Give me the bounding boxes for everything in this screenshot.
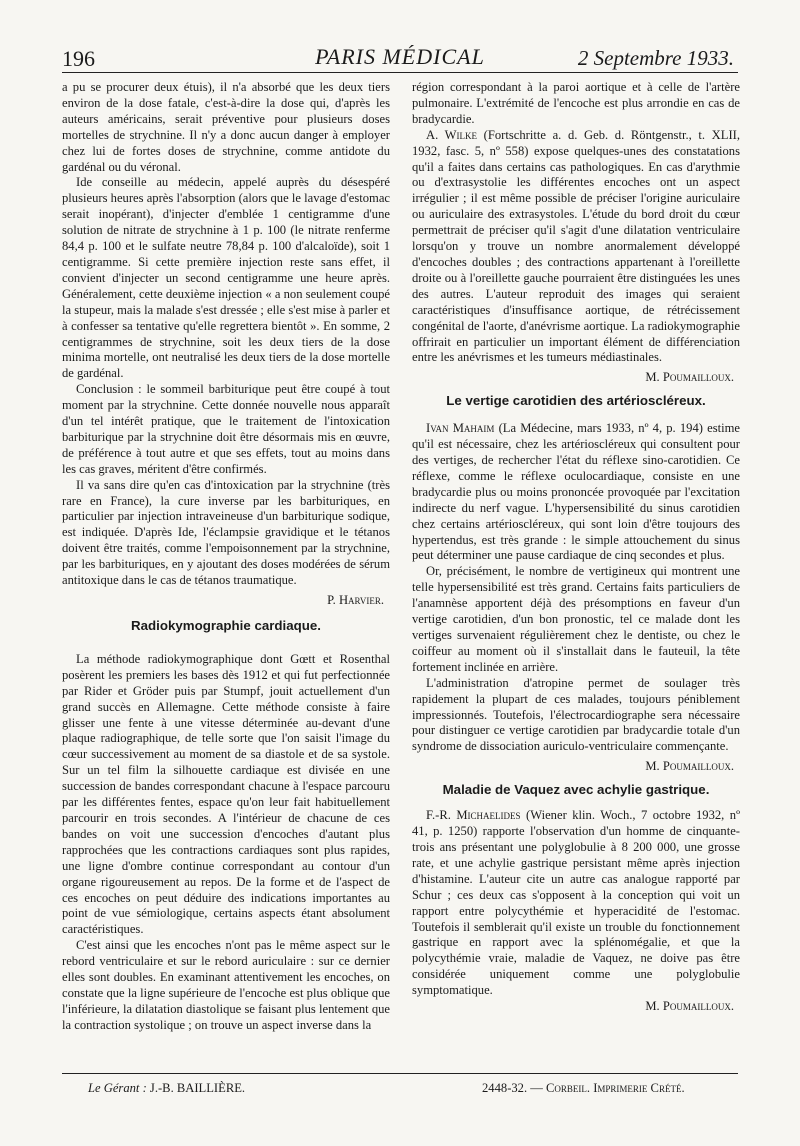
paragraph: Ide conseille au médecin, appelé auprès du désespéré plusieurs heures après l'absorption (alors que le lavage d'estomac serait inopérant), d'injecter d'emblée 1 centigramme d'une solution de nitrate de strychnine à 1 p. 100 (le nitrate renferme 84,4 p. 100 et le sulfate neutre 78,84 p. 100 d'alcaloïde), soit 1 centigramme. Si cette première injection reste sans effet, il convient d'injecter un second centigramme une heure après. Généralement, cette deuxième injection « a non seulement coupé la stupeur, mais la malade s'est dressée ; elle s'est mise à parler et à confesser sa tentative qu'elle regrettera bientôt ». En somme, 2 centigrammes de strychnine, soit les deux tiers de la dose minima mortelle, ont neutralisé les deux tiers de la dose mortelle de gardénal. [62,175,390,381]
paragraph: Or, précisément, le nombre de vertigineux qui montrent une telle hypersensibilité est très grand. Certains faits particuliers de l'anamnèse apportent déjà des présomptions en faveur d'un vertige carotidien, d'un bon pronostic, tel ce malade dont les vertiges survenaient régulièrement chez le dentiste, ou chez le coiffeur au moment où il s'installait dans le fauteuil, la tête fortement inclinée en arrière. [412,564,740,674]
paragraph: La méthode radiokymographique dont Gœtt et Rosenthal posèrent les premiers les bases dès 1912 et qui fut perfectionnée par Rider et Gröder puis par Stumpf, jouit actuellement d'un grand succès en Allemagne. Cette méthode consiste à faire glisser une fente à une vitesse déterminée au-devant d'une plaque radiographique, de telle sorte que l'on saisit l'image du cœur successivement au moment de sa diastole et de sa systole. Sur un tel film la silhouette cardiaque est divisée en une succession de bandes correspondant chacune à l'espace parcouru par les différentes fentes, espace qu'on leur fait habituellement parcourir en trois secondes. A l'intérieur de chacune de ces bandes on voit une succession d'encoches d'autant plus rapprochées que les contractions cardiaques sont plus rapides, une ligne d'ombre continue correspondant au contour d'un organe rigoureusement au repos. De la forme et de l'aspect de ces encoches on peut déduire des indications importantes au point de vue sémiologique, certains aspects étant absolument caractéristiques. [62,651,390,937]
author-name: A. Wilke [426,127,478,142]
signature: M. Poumailloux. [645,370,734,385]
footer-gerant-label: Le Gérant : [88,1081,147,1095]
paragraph [412,128,740,367]
footer-printer: 2448-32. — Corbeil. Imprimerie Crété. [482,1081,685,1095]
left-column [62,80,390,1034]
header-rule [62,72,738,73]
section-heading-vaquez: Maladie de Vaquez avec achylie gastrique. [442,782,710,798]
paragraph: a pu se procurer deux étuis), il n'a absorbé que les deux tiers environ de la dose fatale, c'est-à-dire la dose qui, d'après les auteurs américains, serait préventive pour plusieurs doses mortelles de strychnine. Il n'y a donc aucun danger à employer chez lui de fortes doses de strychnine, comme antidote du gardénal ou du véronal. [62,80,390,174]
footer-gerant [88,1081,245,1096]
right-column [412,80,740,1021]
author-name: Ivan Mahaim [426,421,495,436]
paragraph: Il va sans dire qu'en cas d'intoxication par la strychnine (très rare en France), la cure inverse par les barbituriques, en particulier par injection intraveineuse d'un barbiturique sodique, est indiquée. D'après Ide, l'éclampsie gravidique et le tétanos doivent être traités, comme l'empoisonnement par la strychnine, par les barbituriques, en y ajoutant des doses modérées de sérum antitoxique dans le cas de tétanos traumatique. [62,477,390,588]
paragraph-text: (Wiener klin. Woch., 7 octobre 1932, nº 41, p. 1250) rapporte l'observation d'un homme de cinquante-trois ans présentant une polyglobulie à 8 200 000, une grosse rate, et une achylie gastrique persistant même après injection d'histamine. L'auteur cite un autre cas analogue rapporté par Schur ; ces deux cas s'opposent à la conception qui voit un rapport entre polycythémie et hyperacidité de l'estomac. Toutefois il semblerait qu'il existe un trouble du fonctionnement gastrique en rapport avec la splénomégalie, et que la polycythémie vraie, maladie de Vaquez, ne doive pas être considérée uniquement comme une polyglobulie symptomatique. [412,808,740,998]
paragraph: région correspondant à la paroi aortique et à celle de l'artère pulmonaire. L'extrémité de l'encoche est plus arrondie en cas de bradycardie. [412,80,740,126]
journal-title: PARIS MÉDICAL [315,44,485,69]
paragraph-text: (La Médecine, mars 1933, nº 4, p. 194) estime qu'il est nécessaire, chez les artérioscléreux qui consultent pour des vertiges, de rechercher l'état du réflexe sino-carotidien. Ce réflexe, comme le réflexe oculocardiaque, consiste en une bradycardie plus ou moins prononcée provoquée par l'excitation indirecte du nerf vague. L'hypersensibilité du sinus carotidien chez certains artérioscléreux, qui sont loin d'être toujours des hypertendus, est très grande : le simple attouchement du sinus peut déterminer une pause cardiaque de cinq secondes et plus. [412,421,740,563]
signature: M. Poumailloux. [645,999,734,1014]
page-number: 196 [62,46,95,71]
paragraph [412,808,740,999]
footer-gerant-name: J.-B. BAILLIÈRE. [149,1081,246,1095]
signature: P. Harvier. [327,593,384,607]
paragraph: L'administration d'atropine permet de soulager très rapidement la plupart de ces malades, toujours péniblement impressionnés. Toutefois, l'électrocardiographe sera nécessaire pour distinguer ce vertige carotidien par bradycardie totale d'un syndrome de dissociation auriculo-ventriculaire commençante. [412,675,740,754]
issue-date: 2 Septembre 1933. [577,46,734,70]
footer-rule [62,1073,738,1074]
section-heading-vertige: Le vertige carotidien des artérioscléreux. [446,393,706,409]
paragraph: C'est ainsi que les encoches n'ont pas le même aspect sur le rebord ventriculaire et sur le rebord auriculaire : sur ce dernier elles sont doubles. En examinant attentivement les encoches, on constate que la ligne supérieure de l'encoche est plus oblique que l'inférieure, la dilatation diastolique se faisant plus lentement que la contraction systolique ; on trouve un aspect inverse dans la [62,938,390,1032]
paragraph [412,421,740,564]
author-name: F.-R. Michaelides [426,808,521,823]
signature: M. Poumailloux. [645,759,734,774]
section-heading-radiokymographie: Radiokymographie cardiaque. [131,617,321,633]
paragraph-text: (Fortschritte a. d. Geb. d. Röntgenstr., t. XLII, 1932, fasc. 5, nº 558) expose quelques-unes des constatations qu'il a faites dans certains cas pathologiques. En cas d'arythmie ou d'extrasystolie les différentes encoches ont un aspect irrégulier ; il est même possible de préciser l'origine auriculaire ou auriculaire des extrasystoles. L'étude du bord droit du cœur permettrait de préciser qu'il s'agit d'une dilatation ventriculaire lorsqu'on y trouve un nombre anormalement développé d'encoches doubles ; des contractions appartenant à l'oreillette droite ou à l'oreillette gauche pourraient être distinguées les unes des autres. L'auteur reproduit des images qui seraient caractéristiques d'insuffisance aortique, de rétrécissement congénital de l'aorte, d'anévrisme aortique. La radiokymographie offrirait en particulier un important élément de différenciation entre les anévrismes et les tumeurs médiastinales. [412,127,740,365]
paragraph: Conclusion : le sommeil barbiturique peut être coupé à tout moment par la strychnine. Cette donnée nouvelle nous apparaît d'un tel intérêt pratique, que le traitement de l'intoxication barbiturique par la strychnine doit être désormais mis en œuvre, de préférence à tout autre et que ses effets, tout au moins dans les cas graves, méritent d'être confirmés. [62,382,390,476]
